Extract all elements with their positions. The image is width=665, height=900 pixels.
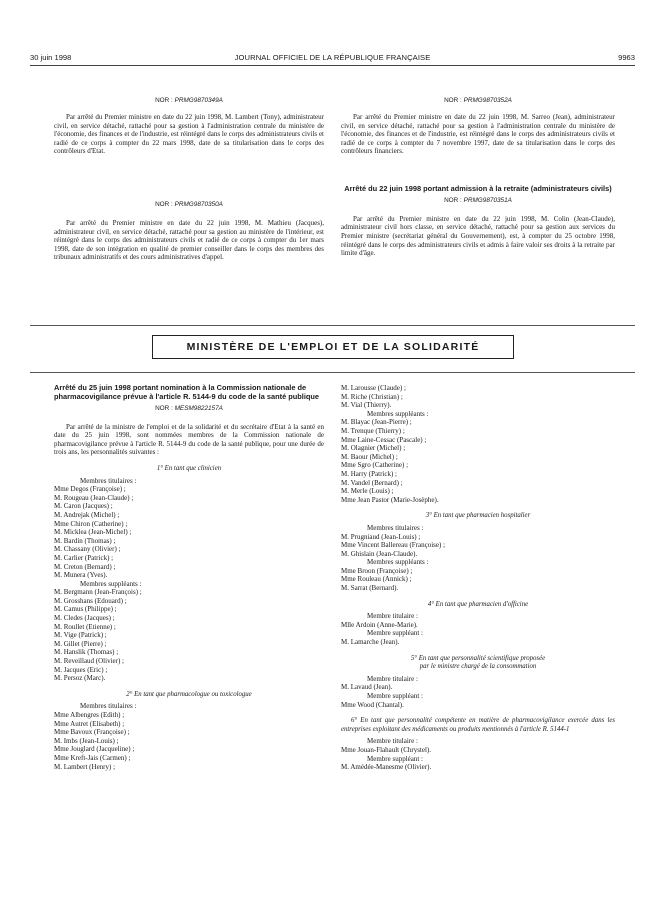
person-entry: M. Andrejak (Michel) ; (54, 510, 120, 519)
person-entry: M. Rougeau (Jean-Claude) ; (54, 493, 134, 502)
ministry-rule-bottom (30, 372, 635, 373)
titulaires-list (341, 533, 615, 559)
person-entry: M. Amédée-Manesme (Olivier). (341, 763, 432, 772)
nor-reference: NOR : PRMG9870350A (155, 201, 223, 208)
suppleants-label: Membres suppléants : (367, 409, 429, 418)
person-entry: M. Lamarche (Jean). (341, 638, 400, 647)
person-entry: M. Sarrat (Bernard). (341, 584, 399, 593)
publication-date: 30 juin 1998 (30, 53, 72, 62)
titulaires-label: Membres titulaires : (80, 702, 137, 711)
person-entry: Mme Broon (Françoise) ; (341, 566, 413, 575)
person-entry: Mme Degos (Françoise) ; (54, 485, 126, 494)
person-entry: M. Prugniaud (Jean-Louis) ; (341, 532, 421, 541)
person-entry: M. Imbs (Jean-Louis) ; (54, 736, 119, 745)
person-entry: M. Creton (Bernard) ; (54, 562, 116, 571)
person-entry: Mme Autret (Elisabeth) ; (54, 719, 125, 728)
person-entry: Mme Vincent Ballereau (Françoise) ; (341, 541, 446, 550)
decree-text: Par arrêté du Premier ministre en date du 22 juin 1998, M. Sarreo (Jean), administrateur civil, en service détaché, rattaché pour sa gestion à l'administration centrale du ministère de l'économie, des finances et de l'industrie, est réintégré dans le corps des administrateurs civils et radié de ce corps à compter du 7 novembre 1997, date de sa titularisation dans le corps des contrôleurs financiers. (341, 113, 615, 156)
person-entry: M. Vige (Patrick) ; (54, 631, 107, 640)
decree-text: Par arrêté du Premier ministre en date du 22 juin 1998, M. Mathieu (Jacques), administrateur civil, en service détaché, rattaché pour sa gestion au ministère de l'intérieur, est réintégré dans le corps des administrateurs civils et radié de ce corps à compter du 1er mars 1998, date de son intégration en qualité de premier conseiller dans le corps des membres des tribunaux administratifs et des cours administratives d'appel. (54, 219, 324, 262)
decree-block-sarreo (341, 96, 615, 156)
person-entry: Mlle Ardoin (Anne-Marie). (341, 620, 418, 629)
suppleant-label: Membre suppléant : (367, 629, 423, 638)
nor-reference: NOR : PRMG9870351A (444, 196, 512, 204)
person-entry: M. Olagnier (Michel) ; (341, 444, 406, 453)
section-heading: 5° En tant que personnalité scientifique proposée (410, 654, 546, 662)
page-number: 9963 (618, 53, 635, 62)
section-heading: 3° En tant que pharmacien hospitalier (425, 512, 531, 520)
titulaires-list (54, 485, 324, 580)
suppleants-label: Membres suppléants : (80, 579, 142, 588)
nor-reference: NOR : PRMG9870349A (155, 97, 223, 104)
person-entry: M. Riche (Christian) ; (341, 392, 403, 401)
suppleant-label: Membre suppléant : (367, 692, 423, 700)
section-heading: 6° En tant que personnalité compétente en matière de pharmacovigilance exercée dans les entreprises exploitant des médicaments ou produits mentionnés à l'article R. 5144-1 (341, 717, 615, 733)
person-entry: M. Persoz (Marc). (54, 674, 106, 683)
person-entry: Mme Kreft-Jais (Carmen) ; (54, 753, 131, 762)
person-entry: M. Trenque (Thierry) ; (341, 426, 405, 435)
section-heading: 2° En tant que pharmacologue ou toxicologue (126, 690, 252, 698)
arrete-title: Arrêté du 25 juin 1998 portant nomination à la Commission nationale de pharmacovigilance prévue à l'article R. 5144-9 du code de la santé publique (54, 383, 320, 401)
decree-block-mathieu (54, 200, 324, 262)
person-entry: M. Bergmann (Jean-François) ; (54, 588, 142, 597)
person-entry: Mme Bavoux (Françoise) ; (54, 728, 130, 737)
person-entry: M. Baour (Michel) ; (341, 452, 398, 461)
titulaires-list (54, 711, 324, 771)
section-heading: 4° En tant que pharmacien d'officine (427, 600, 529, 608)
person-entry: Mme Jouglard (Jacqueline) ; (54, 745, 135, 754)
person-entry: Mme Jean Pastor (Marie-Josèphe). (341, 495, 439, 504)
decree-text: Par arrêté du Premier ministre en date du 22 juin 1998, M. Colin (Jean-Claude), administrateur civil hors classe, en service détaché, rattaché pour sa gestion aux services du Premier ministre (secrétariat général du Gouvernement), est, à compter du 25 octobre 1998, réintégré dans le corps des administrateurs civils et admis à faire valoir ses droits à la retraite par limite d'âge. (341, 214, 615, 258)
ministry-title-box (152, 335, 514, 359)
person-entry: M. Grosshans (Edouard) ; (54, 596, 127, 605)
lower-left-column (54, 384, 324, 771)
decree-block-lambert (54, 96, 324, 156)
titulaire-label: Membre titulaire : (367, 612, 418, 621)
person-entry: M. Ghislain (Jean-Claude). (341, 549, 418, 558)
person-entry: M. Larousse (Claude) ; (341, 384, 406, 392)
suppleants-list (341, 567, 615, 593)
person-entry: M. Carlier (Patrick) ; (54, 553, 114, 562)
arrete-title: Arrêté du 22 juin 1998 portant admission à la retraite (administrateurs civils) (344, 184, 612, 193)
lower-right-column (341, 384, 615, 772)
suppleants-list (54, 588, 324, 683)
person-entry: Mme Albengres (Edith) ; (54, 711, 125, 719)
suppleant-label: Membre suppléant : (367, 754, 423, 763)
person-entry: M. Hanslik (Thomas) ; (54, 648, 119, 657)
ministry-rule-top (30, 325, 635, 326)
person-entry: Mme Chiron (Catherine) ; (54, 519, 128, 528)
page-header (30, 53, 635, 65)
decree-text: Par arrêté de la ministre de l'emploi et de la solidarité et du secrétaire d'Etat à la santé en date du 25 juin 1998, sont nommées membres de la Commission nationale de pharmacovigilance prévue à l'article R. 5144-9 du code de la santé publique, pour une durée de trois ans, les personnalités suivantes : (54, 422, 324, 457)
person-entry: Mme Jouan-Flahault (Chrystel). (341, 745, 432, 754)
person-entry: Mme Laine-Cessac (Pascale) ; (341, 435, 427, 444)
decree-block-retraite (341, 185, 615, 258)
person-entry: M. Camus (Philippe) ; (54, 605, 117, 614)
person-entry: M. Bardin (Thomas) ; (54, 536, 116, 545)
titulaires-label: Membres titulaires : (80, 476, 137, 485)
titulaires-list-continued (341, 384, 615, 410)
person-entry: M. Reveillaud (Olivier) ; (54, 657, 124, 666)
person-entry: M. Merle (Louis) ; (341, 487, 394, 496)
person-entry: M. Caron (Jacques) ; (54, 502, 113, 511)
person-entry: M. Vandel (Bernard) ; (341, 478, 403, 487)
person-entry: M. Micklea (Jean-Michel) ; (54, 528, 132, 537)
header-rule (30, 65, 635, 66)
person-entry: M. Roullet (Etienne) ; (54, 622, 116, 631)
person-entry: M. Cledes (Jacques) ; (54, 614, 115, 623)
person-entry: M. Lavaud (Jean). (341, 683, 393, 692)
suppleants-list (341, 418, 615, 504)
person-entry: M. Chassany (Olivier) ; (54, 545, 121, 554)
person-entry: M. Blayac (Jean-Pierre) ; (341, 418, 412, 427)
person-entry: Mme Rouleau (Annick) ; (341, 575, 412, 584)
ministry-title: MINISTÈRE DE L'EMPLOI ET DE LA SOLIDARITÉ (186, 340, 480, 353)
person-entry: Mme Wood (Chantal). (341, 700, 404, 709)
titulaire-label: Membre titulaire : (367, 674, 418, 683)
section-heading: 1° En tant que clinicien (156, 464, 222, 472)
person-entry: M. Lambert (Henry) ; (54, 762, 116, 771)
titulaire-label: Membre titulaire : (367, 737, 418, 746)
suppleants-label: Membres suppléants : (367, 558, 429, 567)
journal-title: JOURNAL OFFICIEL DE LA RÉPUBLIQUE FRANÇAISE (234, 53, 431, 62)
nor-reference: NOR : PRMG9870352A (444, 97, 512, 104)
person-entry: M. Vial (Thierry). (341, 401, 392, 410)
person-entry: M. Jacques (Eric) ; (54, 665, 108, 674)
person-entry: M. Munera (Yves). (54, 571, 108, 580)
person-entry: M. Harry (Patrick) ; (341, 469, 397, 478)
person-entry: M. Gillet (Pierre) ; (54, 639, 107, 648)
decree-text: Par arrêté du Premier ministre en date du 22 juin 1998, M. Lambert (Tony), administrateur civil, en service détaché, rattaché pour sa gestion à l'administration centrale du ministère de l'économie, des finances et de l'industrie, est réintégré dans le corps des administrateurs civils et radié de ce corps à compter du 22 mars 1998, date de sa titularisation dans le corps des contrôleurs d'Etat. (54, 113, 324, 156)
titulaires-label: Membres titulaires : (367, 523, 424, 532)
nor-reference: NOR : MESM9822157A (155, 404, 223, 412)
section-heading-continued: par le ministre chargé de la consommation (419, 663, 537, 671)
person-entry: Mme Sgro (Catherine) ; (341, 461, 409, 470)
